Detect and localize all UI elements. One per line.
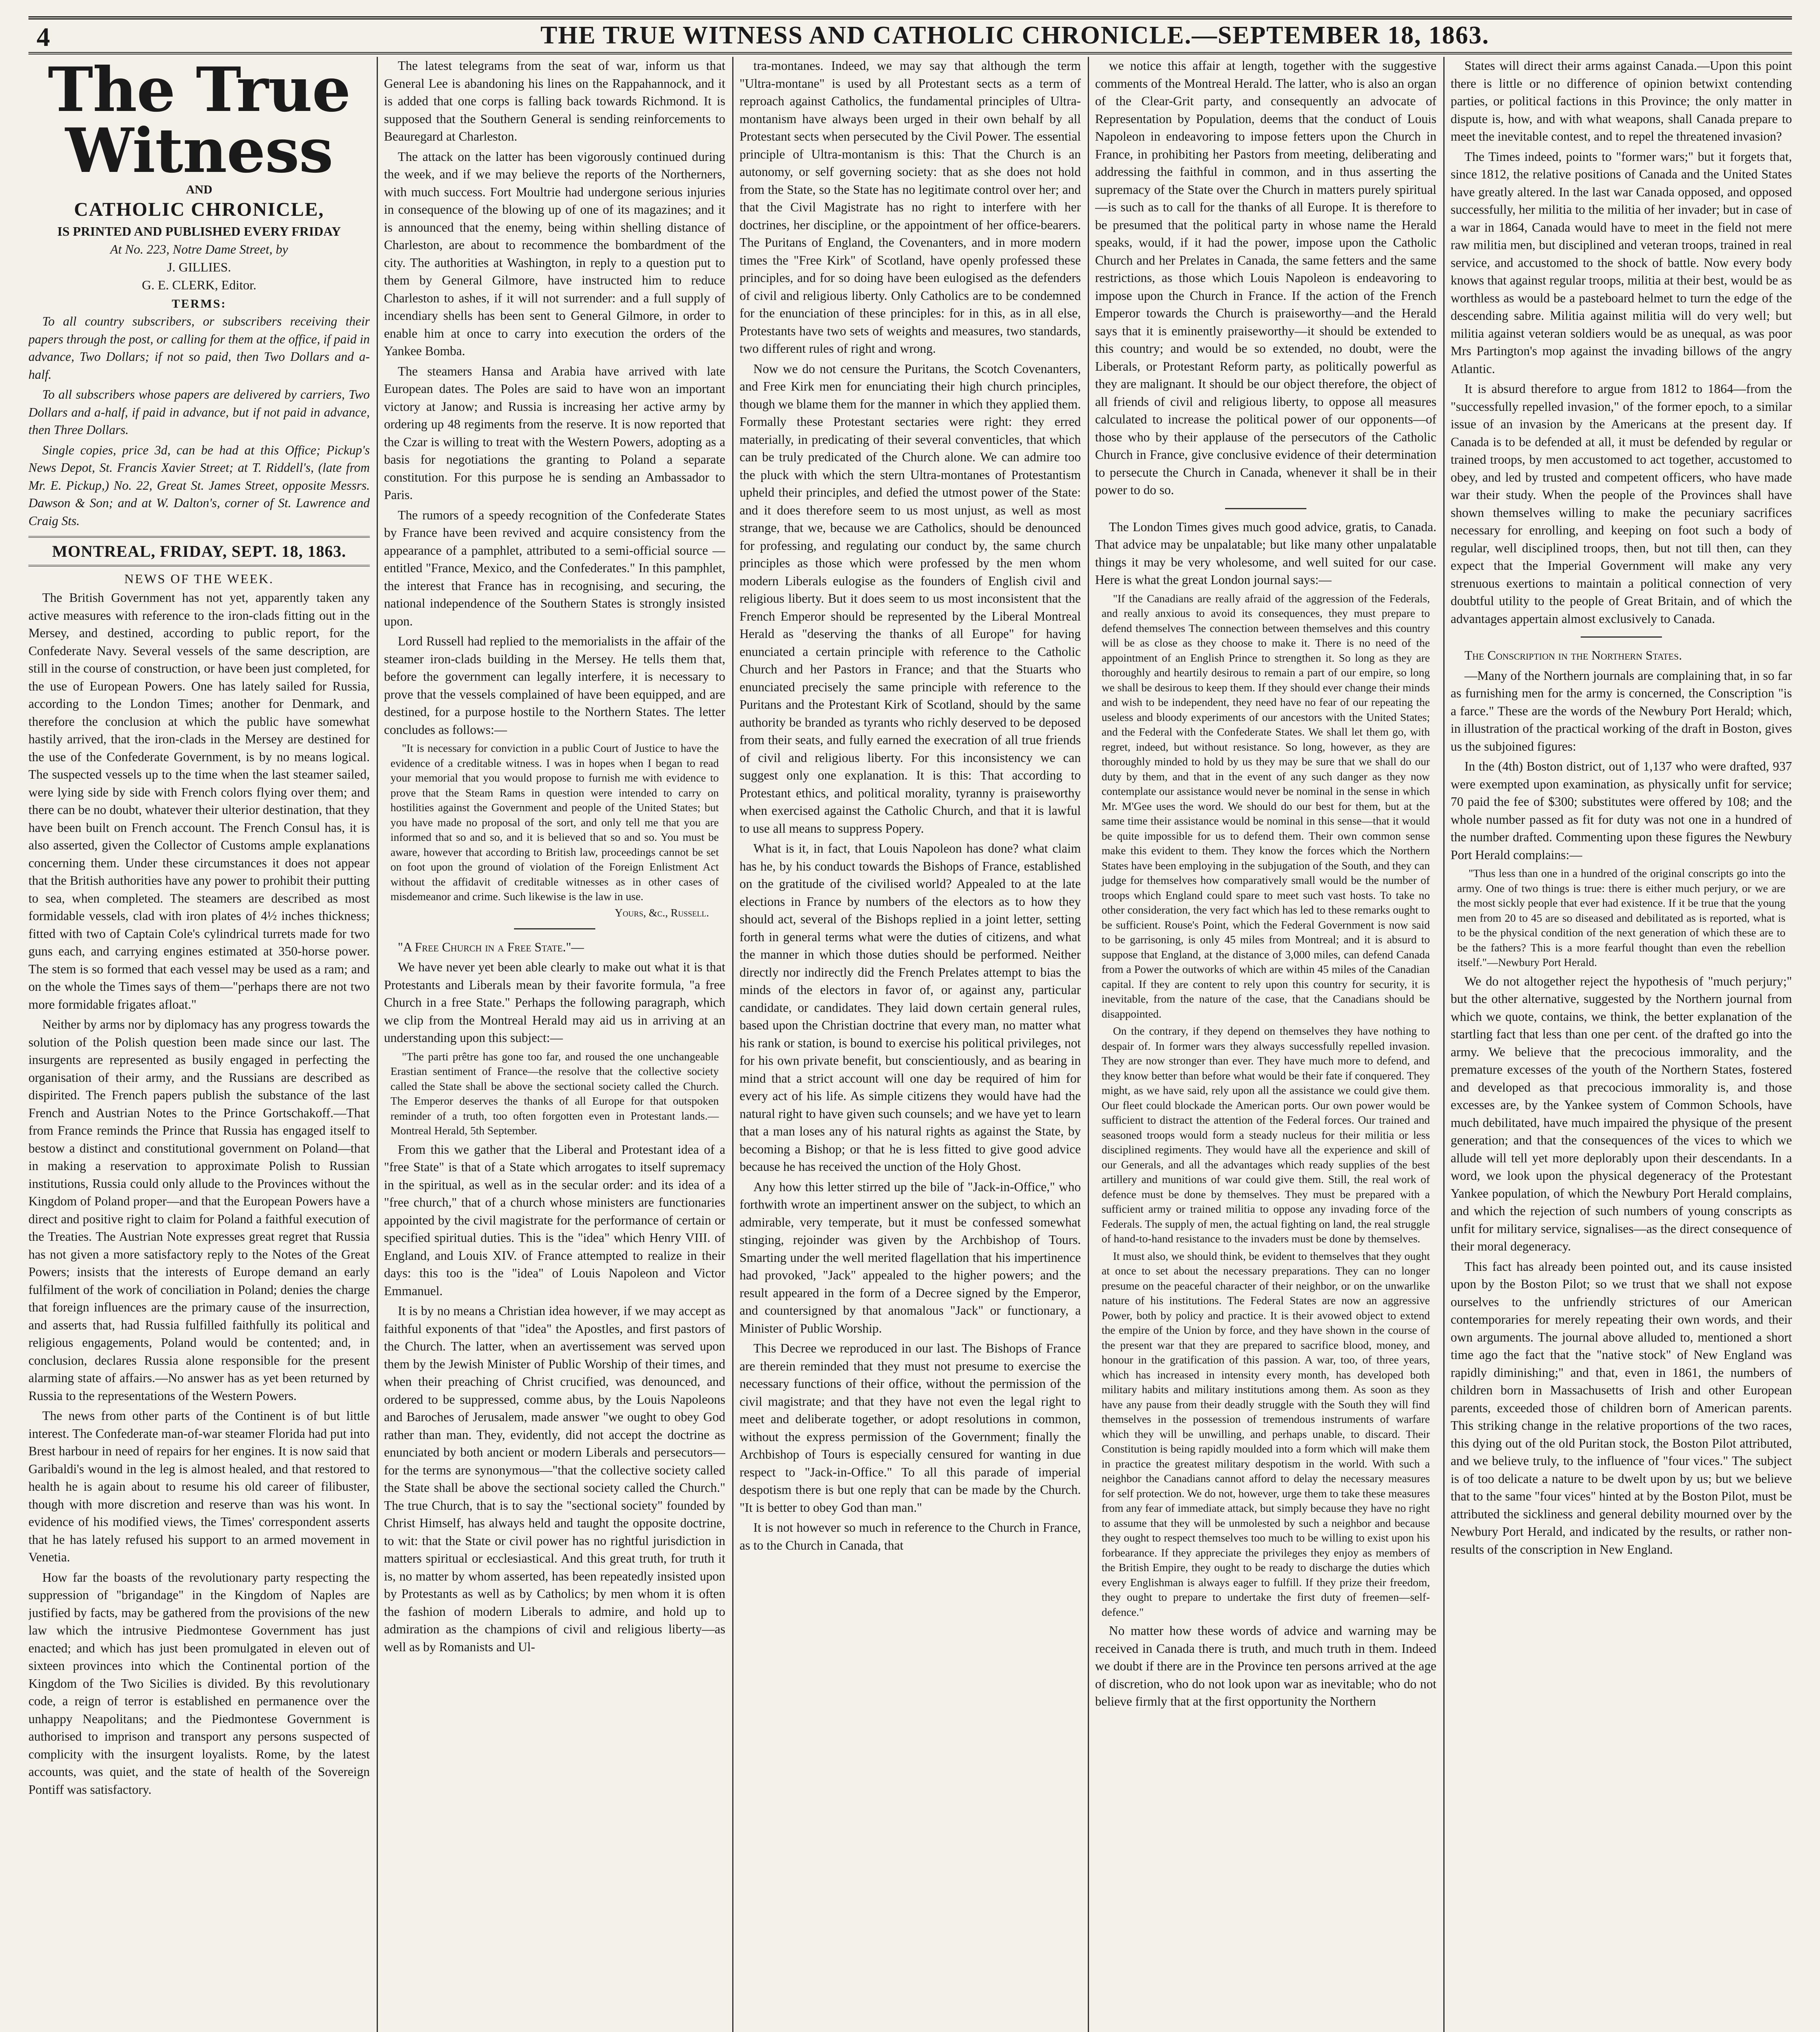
article-paragraph: Now we do not censure the Puritans, the Scotch Covenanters, and Free Kirk men for enunciating their high church principles, though we blame them for the manner in which they applied them. Formally these Protestant sectaries were right: they erred materially, in predicating of their several conventicles, that which can be truly predicated of the Church alone. We can admire too the pluck with which the stern Ultra-montanes of Protestantism upheld their principles, and defied the utmost power of the State: and it does therefore seem to us most unjust, as well as most strange, that we, because we are Catholics, should be denounced for professing, and regulating our conduct by, the same church principles as those which were professed by the men whom modern Liberals eulogise as the founders of English civil and religious liberty. But it does seem to us most inconsistent that the French Emperor should be represented by the Liberal Montreal Herald as "deserving the thanks of all Europe" for having enunciated a certain principle with reference to the Catholic Church and her Pastors in France; and that the Stuarts who enunciated precisely the same principle with reference to the Puritans and the Protestant Kirk of Scotland, should by the same authority be branded as tyrants who richly deserved to be deposed from their seats, and fully earned the execration of all true friends of civil and religious liberty. For this inconsistency we can suggest only one explanation. It is this: That according to Protestant ethics, and political morality, tyranny is praiseworthy when exercised against the Catholic Church, and that it is lawful to use all means to suppress Popery. [740,361,1081,836]
article-paragraph: The news from other parts of the Continent is of but little interest. The Confederate man-of-war steamer Florida had put into Brest harbour in need of repairs for her engines. It is now said that Garibaldi's wound in the leg is almost healed, and that restored to health he is again about to resume his old career of filibuster, though with more discretion and reserve than was his wont. In evidence of his modified views, the Times' correspondent asserts that he has lately refused his support to an armed movement in Venetia. [28,1409,370,1564]
article-paragraph: We have never yet been able clearly to make out what it is that Protestants and Liberals mean by their favorite formula, "a free Church in a free State." Perhaps the following paragraph, which we clip from the Montreal Herald may aid us in arriving at an understanding upon this subject:— [384,960,725,1045]
article-paragraph: Any how this letter stirred up the bile of "Jack-in-Office," who forthwith wrote an impertinent answer on the subject, to which an admirable, very temperate, but it must be confessed somewhat stinging, rejoinder was given by the Archbishop of Tours. Smarting under the well merited flagellation that his impertinence had provoked, "Jack" appealed to the higher powers; and the result appeared in the form of a Decree signed by the Emperor, and countersigned by that anomalous "Jack" or functionary, a Minister of Public Worship. [740,1179,1081,1335]
column-1 [28,57,370,2032]
article-paragraph: It is not however so much in reference to the Church in France, as to the Church in Canada, that [740,1520,1081,1552]
article-paragraph: The London Times gives much good advice, gratis, to Canada. That advice may be unpalatable; but like many other unpalatable things it may be very wholesome, and well suited for our case. Here is what the great London journal says:— [1095,519,1436,587]
terms-heading: TERMS: [171,297,227,310]
article-paragraph: States will direct their arms against Canada.—Upon this point there is little or no difference of opinion betwixt contending parties, or political factions in this Province; the only matter in dispute is, how, and with what weapons, shall Canada prepare to meet the inevitable contest, and to repel the threatened invasion? [1451,59,1792,143]
separator [1581,636,1662,638]
column-5 [1451,57,1792,2032]
column-3 [740,57,1081,2032]
article-paragraph: It is by no means a Christian idea however, if we may accept as faithful exponents of that "idea" the Apostles, and first pastors of the Church. The latter, when an avertissement was served upon them by the Jewish Minister of Public Worship of their times, and when their preaching of Christ crucified, was denounced, and ordered to be suppressed, comme abus, by the Louis Napoleons and Baroches of Jerusalem, made answer "we ought to obey God rather than man. They, evidently, did not accept the doctrine as enunciated by both ancient or modern Liberals and persecutors—for the terms are synonymous—"that the collective society called the State shall be above the sectional society called the Church." The true Church, that is to say the "sectional society" founded by Christ Himself, has always held and taught the opposite doctrine, to wit: that the State or civil power has no rightful jurisdiction in matters spiritual or ecclesiastical. And this great truth, for truth it is, no matter by whom asserted, has been repeatedly insisted upon by Protestants as well as by Catholics; by men whom it is often the fashion of modern Liberals to admire, and hold up to admiration as the champions of civil and religious liberty—as well as by Romanists and Ul- [384,1304,725,1654]
article-paragraph: tra-montanes. Indeed, we may say that although the term "Ultra-montane" is used by all Protestant sects as a term of reproach against Catholics, the fundamental principles of Ultra-montanism have always been urged in their own behalf by all Protestant sects when persecuted by the Civil Power. The essential principle of Ultra-montanism is this: That the Church is an autonomy, or self governing society: that as she does not hold from the State, so the State has no legitimate control over her; and that the Civil Magistrate has no right to interfere with her doctrines, her discipline, or the appointment of her office-bearers. The Puritans of England, the Covenanters, and in more modern times the "Free Kirk" of Scotland, have openly professed these principles, and for so doing have been eulogised as the defenders of civil and religious liberty. Only Catholics are to be condemned for the enunciation of these principles: for in this, as in all else, Protestants have two sets of weights and measures, two standards, two different rules of right and wrong. [740,59,1081,356]
column-rule [377,57,378,2032]
article-paragraph: Lord Russell had replied to the memorialists in the affair of the steamer iron-clads building in the Mersey. He tells them that, before the government can legally interfere, it is necessary to prove that the vessels complained of have been equipped, and are destined, for a purpose hostile to the Northern States. The letter concludes as follows:— [384,634,725,737]
article-paragraph: How far the boasts of the revolutionary party respecting the suppression of "brigandage" in the Kingdom of Naples are justified by facts, may be gathered from the provisions of the new law which the intrusive Piedmontese Government has just enacted; and which has just been promulgated in eleven out of sixteen provinces into which the Continental portion of the Kingdom of the Two Sicilies is divided. By this revolutionary code, a reign of terror is established en permanence over the unhappy Neapolitans; and the Piedmontese Government is authorised to imprison and transport any persons suspected of complicity with the insurgent loyalists. Rome, by the latest accounts, was quiet, and the state of health of the Sovereign Pontiff was satisfactory. [28,1570,370,1797]
article-paragraph: What is it, in fact, that Louis Napoleon has done? what claim has he, by his conduct towards the Bishops of France, established on the gratitude of the civilised world? Appealed to at the late elections in France by numbers of the electors as to how they should act, several of the Bishops replied in a joint letter, setting forth in general terms what were the duties of citizens, and what the manner in which those duties should be performed. Neither directly nor indirectly did the French Prelates attempt to bias the minds of the electors in favor of, or against any, particular candidate, or candidates. They laid down certain general rules, based upon the Christian doctrine that every man, no matter what his rank or station, is bound to exercise his political privileges, not for his own private benefit, but conscientiously, and as bearing in mind that a strict account will one day be required of him for every act of his life. As simple citizens they would have had the natural right to have given such counsels; and we have yet to learn that a man loses any of his natural rights as against the State, by becoming a Bishop; or that he is less fitted to give good advice because he has received the unction of the Holy Ghost. [740,841,1081,1174]
article-paragraph: The British Government has not yet, apparently taken any active measures with reference to the iron-clads fitting out in the Mersey, and destined, according to public report, for the Confederate Navy. Several vessels of the same description, are still in the course of construction, or have been just completed, for the use of European Powers. One has lately sailed for Russia, according to the London Times; another for Denmark, and therefore the conclusion at which the public have somewhat hastily arrived, that the iron-clads in the Mersey are destined for the use of the Confederate Government, is by no means logical. The suspected vessels up to the time when the last steamer sailed, were lying side by side with French colors flying over them; and there can be no doubt, whatever their ulterior destination, that they have been built on French account. The French Consul has, it is also asserted, given the Collector of Customs ample explanations concerning them. Under these circumstances it does not appear that the British authorities have any power to prohibit their putting to sea, when completed. The steamers are described as most formidable vessels, clad with iron plates of 4½ inches thickness; fitted with two of Captain Cole's cylindrical turrets made for two guns each, and carrying engines estimated at 350-horse power. The stem is so formed that each vessel may be used as a ram; and on the whole the Times says of them—"perhaps there are not two more formidable frigates afloat." [28,590,370,1012]
article-paragraph: Neither by arms nor by diplomacy has any progress towards the solution of the Polish question been made since our last. The insurgents are represented as busily engaged in perfecting the organisation of their army, and the Russians are described as dispirited. The French papers publish the substance of the last French and Austrian Notes to the Prince Gortschakoff.—That from France reminds the Prince that Russia has engaged itself to bestow a distinct and constitutional government on Poland—that in making a reservation to approximate Polish to Russian institutions, Russia could only allude to the Provinces without the Kingdom of Poland proper—and that the European Powers have a direct and positive right to claim for Poland a faithful execution of the Treaties. The Austrian Note expresses great regret that Russia has not given a more satisfactory reply to the Notes of the Great Powers; insists that the interests of Europe demand an early fulfilment of the work of conciliation in Poland; denies the charge that foreign influences are the primary cause of the insurrection, and asserts that, had Russia fulfilled faithfully its political and religious engagements, Poland would be contented; and, in conclusion, declares Russia alone responsible for the present alarming state of affairs.—No answer has as yet been returned by Russia to the representations of the Western Powers. [28,1017,370,1403]
masthead-and: AND [186,183,213,196]
article-paragraph: —Many of the Northern journals are complaining that, in so far as furnishing men for the army is concerned, the Conscription "is a farce." These are the words of the Newbury Port Herald; which, in illustration of the practical working of the draft in Boston, gives us the subjoined figures: [1451,668,1792,753]
article-paragraph: It is absurd therefore to argue from 1812 to 1864—from the "successfully repelled invasion," of the former epoch, to a similar issue of an invasion by the Americans at the present day. If Canada is to be defended at all, it must be defended by regular or trained troops, by men accustomed to act together, accustomed to obey, and led by trusted and competent officers, who have made war their study. When the people of the Provinces shall have shown themselves willing to make the pecuniary sacrifices necessary for enrolling, and keeping on foot such a body of regular, well disciplined troops, then, but not till then, can they expect that the Imperial Government will make any very strenuous exertions to maintain a political connection of very doubtful utility to the people of Great Britain, and of which the advantages appertain almost exclusively to Canada. [1451,382,1792,626]
quoted-paragraph: "The parti prêtre has gone too far, and roused the one unchangeable Erastian sentiment of France—the resolve that the collective society called the State shall be above the sectional society called the Church. The Emperor deserves the thanks of all Europe for that outspoken reminder of a truth, too often forgotten even in Protestant lands.—Montreal Herald, 5th September. [390,1050,719,1137]
article-paragraph: The attack on the latter has been vigorously continued during the week, and if we may believe the reports of the Northerners, with much success. Fort Moultrie had undergone serious injuries in consequence of the blowing up of one of its magazines; and it is announced that the enemy, being within shelling distance of Charleston, are about to recommence the bombardment of the city. The authorities at Washington, in reply to a question put to them by General Gilmore, have instructed him to reduce Charleston to ashes, if it will not surrender: and a full supply of incendiary shells has been sent to General Gilmore, in order to enable him at once to carry into execution the orders of the Yankee Bomba. [384,149,725,358]
newspaper-page [28,16,1792,2032]
quoted-paragraph: "If the Canadians are really afraid of the aggression of the Federals, and really anxious to avoid its consequences, they must prepare to defend themselves The connection between themselves and this country will be as close as they choose to make it. There is no need of the appointment of an English Prince to strengthen it. So long as they are thoroughly and heartily desirous to remain a part of our empire, so long we shall be desirous to keep them. If they should ever change their minds and wish to be independent, they need have no fear of our repeating the useless and bloody experiments of our ancestors with the United States; and the Federal with the Confederate States. We shall let them go, with regret, indeed, but without resistance. So long, however, as they are thoroughly minded to hold by us they may be sure that we shall do our duty by them, and that in the event of any such danger as they now contemplate our assistance would never be nominal in the sense in which Mr. M'Gee uses the word. We should do our best for them, but at the same time their assistance would be nominal in this sense—that it would be quite impossible for us to defend them. Their own common sense make this evident to them. They know the forces which the Northern States have been employing in the subjugation of the South, and they can judge for themselves how comparatively small would be the number of troops which England could spare to meet such vast hosts. To take no other consideration, the very fact which has led to these remarks ought to be sufficient. Rouse's Point, which the Federal Government is now said to be garrisoning, is only 45 miles from Montreal; and it is absurd to suppose that England, at the distance of 3,000 miles, can defend Canada from a Power the outworks of which are within 45 miles of the Canadian capital. If they are content to rely upon this country for security, it is inevitable, from the nature of the case, that the Canadians should be disappointed. [1102,592,1430,1020]
masthead-title: The True Witness [48,57,351,187]
article-paragraph: In the (4th) Boston district, out of 1,137 who were drafted, 937 were exempted upon examination, as physically unfit for service; 70 paid the fee of $300; substitutes were offered by 108; and the whole number passed as fit for duty was not one in a hundred of the number drafted. Commenting upon these figures the Newbury Port Herald complains:— [1451,759,1792,862]
quoted-paragraph: "Thus less than one in a hundred of the original conscripts go into the army. One of two things is true: there is either much perjury, or we are the most sickly people that ever had existence. If it be true that the young men from 20 to 45 are so diseased and debilitated as is reported, what is to be the physical condition of the next generation of which these are to be the fathers? This is a more fearful thought than even the rebellion itself."—Newbury Port Herald. [1457,867,1785,968]
article-paragraph: From this we gather that the Liberal and Protestant idea of a "free State" is that of a State which arrogates to itself supremacy in the spiritual, as well as in the secular order: and its idea of a "free church," that of a church whose ministers are functionaries appointed by the civil magistrate for the performance of certain or specified spiritual duties. This is the "idea" which Henry VIII. of England, and Louis XIV. of France attempted to realize in their days: this too is the "idea" of Louis Napoleon and Victor Emmanuel. [384,1142,725,1298]
article-heading: The Conscription in the Northern States. [1464,648,1682,662]
column-rule [732,57,733,2032]
quoted-paragraph: On the contrary, if they depend on themselves they have nothing to despair of. In former wars they always successfully repelled invasion. They are now stronger than ever. They have much more to defend, and they know better than before what would be their fate if conquered. They might, as we have said, rely upon all the assistance we could give them. Our fleet could blockade the American ports. Our own power would be sufficient to distract the attention of the Federal forces. Our trained and seasoned troops would form a steady nucleus for their militia or less disciplined regiments. They would have all the experience and skill of our Generals, and all the advantages which ready supplies of the best artillery and munitions of war could give them. Still, the real work of defence must be done by themselves. They must be prepared with a sufficient army or trained militia to oppose any invading force of the Federals. The supply of men, the actual fighting on land, the real struggle of hand-to-hand resistance to the invaders must be done by themselves. [1102,1025,1430,1245]
quoted-paragraph: It must also, we should think, be evident to themselves that they ought at once to set about the necessary preparations. They can no longer presume on the peaceful character of their neighbor, or on the unwarlike nature of his institutions. The Federal States are now an aggressive Power, both by policy and practice. It is their avowed object to extend the empire of the Union by force, and they have shown in the course of the present war that they are prepared to sacrifice blood, money, and honour in the gratification of this passion. A war, too, of three years, which has increased in intensity every month, has developed both military habits and military institutions among them. As soon as they have any pause from their deadly struggle with the South they will find themselves in the possession of tremendous instruments of warfare which they will be unwilling, and perhaps unable, to discard. Their Constitution is being rapidly moulded into a form which will make them in practice the greatest military despotism in the world. With such a neighbor the Canadians cannot afford to delay the necessary measures for self protection. We do not, however, urge them to take these measures from any fear of immediate attack, but simply because they have no right to assume that they will be unmolested by such a neighbor and because they ought to respect themselves too much to be willing to exist upon his forbearance. If they appreciate the privileges they enjoy as members of the British Empire, they ought to be ready to discharge the duties which every Englishman is always eager to fulfill. If they prize their freedom, they ought to prepare to undertake the first duty of freemen—self-defence." [1102,1249,1430,1618]
terms-1: To all country subscribers, or subscribers receiving their papers through the post, or calling for them at the office, if paid in advance, Two Dollars; if not so paid, then Two Dollars and a-half. [28,314,370,382]
masthead-line-1: IS PRINTED AND PUBLISHED EVERY FRIDAY [57,224,341,239]
column-rule [1088,57,1089,2032]
article-paragraph: The Times indeed, points to "former wars;" but it forgets that, since 1812, the relative positions of Canada and the United States have greatly altered. In the last war Canada opposed, and opposed successfully, her militia to the militia of her invader; but in case of a war in 1864, Canada would have to meet in the field not mere raw militia men, but disciplined and veteran troops, trained in real service, and accustomed to the shock of battle. Now every body knows that against regular troops, militia at their best, would be as worthless as would be a pasteboard helmet to turn the edge of the descending sabre. Militia against militia will do very well; but militia against veteran soldiers would be as unequal, as was poor Mrs Partington's mop against the invading billows of the angry Atlantic. [1451,149,1792,376]
quoted-letter: "It is necessary for conviction in a public Court of Justice to have the evidence of a creditable witness. I was in hopes when I began to read your memorial that you would propose to furnish me with evidence to prove that the Steam Rams in question were intended to carry on hostilities against the Government and people of the United States; but you have made no proposal of the sort, and only tell me that you are informed that so and so, and it is believed that so and so. You must be aware, however that according to British law, proceedings cannot be set on foot upon the ground of violation of the Foreign Enlistment Act without the affidavit of creditable witnesses as in other cases of misdemeanor and crime. Such likewise is the law in use. [390,742,719,903]
article-heading: "A Free Church in a Free State."— [398,940,584,954]
section-heading-news: NEWS OF THE WEEK. [124,571,274,586]
article-paragraph: We do not altogether reject the hypothesis of "much perjury;" but the other alternative, suggested by the Northern journal from which we quote, contains, we think, the better explanation of the startling fact that less than one per cent. of the drafted go into the army. We believe that the precocious immorality, and the premature excesses of the youth of the Northern States, fostered and developed as that precocious immorality is, and those excesses are, by the Yankee system of Common Schools, have much debilitated, have much impaired the physique of the present generation; and that the consequences of the vices to which we allude will tell yet more deplorably upon their descendants. In a word, we look upon the physical degeneracy of the Protestant Yankee population, of which the Newbury Port Herald complains, and which the rejection of such numbers of young conscripts as unfit for military service, signalises—as the direct consequence of their moral degeneracy. [1451,974,1792,1253]
article-paragraph: The rumors of a speedy recognition of the Confederate States by France have been revived and acquire consistency from the appearance of a pamphlet, attributed to a semi-official source —entitled "France, Mexico, and the Confederates." In this pamphlet, the interest that France has in recognising, and securing, the national independence of the Southern States is strongly insisted upon. [384,508,725,628]
column-2 [384,57,725,2032]
letter-signature: Yours, &c., Russell. [614,906,709,919]
terms-3: Single copies, price 3d, can be had at this Office; Pickup's News Depot, St. Francis Xavier Street; at T. Riddell's, (late from Mr. E. Pickup,) No. 22, Great St. James Street, opposite Messrs. Dawson & Son; and at W. Dalton's, corner of St. Lawrence and Craig Sts. [28,443,370,528]
separator [1225,508,1306,509]
dateline: MONTREAL, FRIDAY, SEPT. 18, 1863. [28,536,370,567]
terms-2: To all subscribers whose papers are delivered by carriers, Two Dollars and a-half, if paid in advance, but if not paid in advance, then Three Dollars. [28,387,370,437]
article-paragraph: The latest telegrams from the seat of war, inform us that General Lee is abandoning his lines on the Rappahannock, and it is added that one corps is falling back towards Richmond. It is supposed that the Southern General is sending reinforcements to Beauregard at Charleston. [384,59,725,143]
separator [514,928,595,929]
page-number: 4 [37,22,50,52]
page-header [28,16,1792,54]
article-paragraph: The steamers Hansa and Arabia have arrived with late European dates. The Poles are said to have won an important victory at Janow; and Russia is increasing her active army by ordering up 48 regiments from the reserve. It is now reported that the Czar is willing to treat with the Western Powers, adopting as a basis for negotiations the granting to Poland a separate constitution. For this purpose he is sending an Ambassador to Paris. [384,364,725,502]
masthead-line-2: At No. 223, Notre Dame Street, by [110,242,288,256]
article-paragraph: we notice this affair at length, together with the suggestive comments of the Montreal Herald. The latter, who is also an organ of the Clear-Grit party, and consequently an advocate of Representation by Population, deems that the conduct of Louis Napoleon in endeavoring to impose fetters upon the Church in France, in prohibiting her Pastors from meeting, deliberating and addressing the faithful in common, and in thus asserting the supremacy of the State over the Church in matters purely spiritual—is such as to call for the thanks of all Europe. It is therefore to be presumed that the political party in whose name the Herald speaks, would, if it had the power, impose upon the Catholic Church and her Prelates in Canada, the same fetters and the same restrictions, as those which Louis Napoleon is endeavoring to impose upon the Church in France. If the action of the French Emperor towards the Church is praiseworthy—and the Herald says that it is eminently praiseworthy—it should be extended to this country; and would be so extended, no doubt, were the Liberals, or Protestant Reform party, as politically powerful as they are malignant. It should be our object therefore, the object of all friends of civil and religious liberty, to oppose all measures calculated to increase the political power of our opponents—of those who by their applause of the persecutors of the Catholic Church in France, give conclusive evidence of their determination to persecute the Church in Canada, whenever it shall be in their power to do so. [1095,59,1436,497]
masthead-publisher: J. GILLIES. [167,260,231,274]
article-paragraph: No matter how these words of advice and warning may be received in Canada there is truth, and much truth in them. Indeed we doubt if there are in the Province ten persons arrived at the age of discretion, who do not look upon war as inevitable; who do not believe firmly that at the first opportunity the Northern [1095,1624,1436,1709]
article-paragraph: This fact has already been pointed out, and its cause insisted upon by the Boston Pilot; so we trust that we shall not expose ourselves to the unfriendly strictures of our American contemporaries for merely repeating their own words, and their own arguments. The journal above alluded to, mentioned a short time ago the fact that the "native stock" of New England was rapidly diminishing;" and that, even in 1861, the numbers of children born in Massachusetts of Irish and other European parents, exceeded those of children born of American parents. This striking change in the relative proportions of the two races, this dying out of the old Puritan stock, the Boston Pilot attributed, and we believe truly, to the influence of "four vices." The subject is of too delicate a nature to be dwelt upon by us; but we believe that to the same "four vices" hinted at by the Boston Pilot, must be attributed the sickliness and general debility mourned over by the Newbury Port Herald, and indicated by the results, or rather non-results of the conscription in New England. [1451,1259,1792,1557]
column-4 [1095,57,1436,2032]
column-rule [1443,57,1445,2032]
masthead-subtitle: CATHOLIC CHRONICLE, [74,199,324,220]
masthead-editor: G. E. CLERK, Editor. [142,278,256,292]
article-paragraph: This Decree we reproduced in our last. The Bishops of France are therein reminded that they must not presume to exercise the necessary functions of their office, without the permission of the civil magistrate; and that they have not even the legal right to meet and deliberate together, or adopt resolutions in common, without the express permission of the Government; finally the Archbishop of Tours is especially censured for wanting in due respect to "Jack-in-Office." To all this parade of imperial despotism there is but one reply that can be made by the Church. "It is better to obey God than man." [740,1341,1081,1515]
running-head: THE TRUE WITNESS AND CATHOLIC CHRONICLE.—SEPTEMBER 18, 1863. [540,22,1490,49]
